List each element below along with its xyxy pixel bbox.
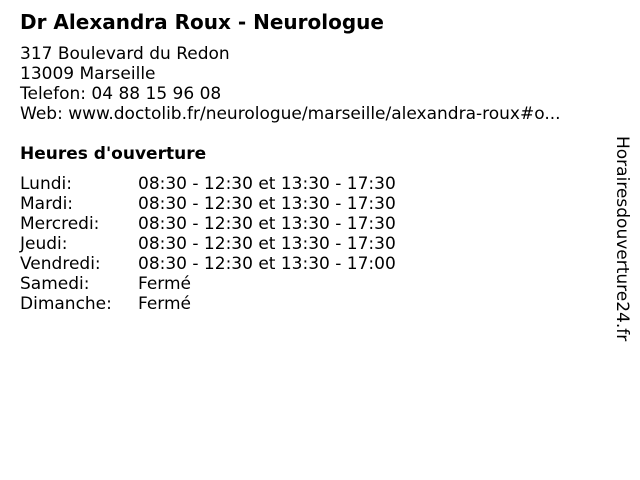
watermark-text: Horairesdouverture24.fr: [612, 136, 632, 342]
website-link[interactable]: Web: www.doctolib.fr/neurologue/marseille/alexandra-roux#o...: [20, 104, 561, 124]
time-range: Fermé: [138, 274, 192, 294]
day-label: Lundi:: [20, 174, 72, 194]
time-range: 08:30 - 12:30 et 13:30 - 17:30: [138, 174, 396, 194]
opening-hours-list: [20, 174, 396, 314]
city-address: 13009 Marseille: [20, 64, 156, 84]
day-label: Mardi:: [20, 194, 74, 214]
hours-row-samedi: [20, 274, 396, 294]
contact-info: [20, 44, 561, 124]
page-title: Dr Alexandra Roux - Neurologue: [20, 10, 384, 34]
day-label: Mercredi:: [20, 214, 100, 234]
day-label: Dimanche:: [20, 294, 112, 314]
phone-number: Telefon: 04 88 15 96 08: [20, 84, 222, 104]
time-range: 08:30 - 12:30 et 13:30 - 17:30: [138, 194, 396, 214]
hours-row-jeudi: [20, 234, 396, 254]
hours-row-lundi: [20, 174, 396, 194]
time-range: 08:30 - 12:30 et 13:30 - 17:30: [138, 214, 396, 234]
hours-row-mardi: [20, 194, 396, 214]
day-label: Vendredi:: [20, 254, 101, 274]
street-address: 317 Boulevard du Redon: [20, 44, 230, 64]
hours-row-vendredi: [20, 254, 396, 274]
hours-row-dimanche: [20, 294, 396, 314]
time-range: Fermé: [138, 294, 192, 314]
hours-heading: Heures d'ouverture: [20, 144, 207, 164]
day-label: Samedi:: [20, 274, 90, 294]
day-label: Jeudi:: [20, 234, 68, 254]
time-range: 08:30 - 12:30 et 13:30 - 17:30: [138, 234, 396, 254]
hours-row-mercredi: [20, 214, 396, 234]
time-range: 08:30 - 12:30 et 13:30 - 17:00: [138, 254, 396, 274]
